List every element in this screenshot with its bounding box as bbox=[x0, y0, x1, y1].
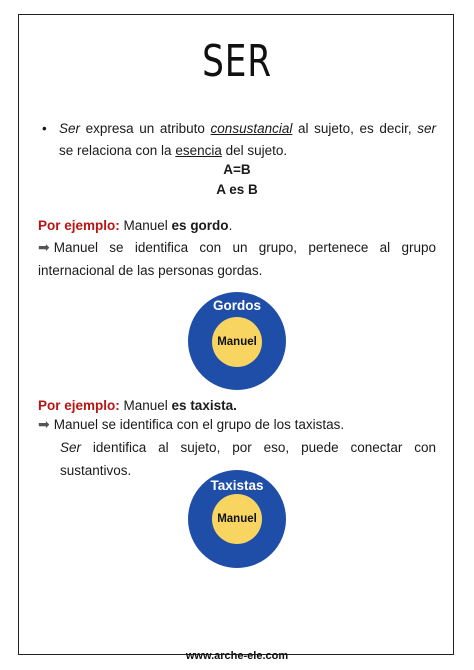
group-circle-gordos bbox=[188, 292, 286, 390]
ser-term: Ser bbox=[59, 121, 81, 136]
example-label: Por ejemplo: bbox=[38, 218, 120, 233]
example-label: Por ejemplo: bbox=[38, 398, 120, 413]
example-2-line-2: Ser identifica al sujeto, por eso, puede conectar con sustantivos. bbox=[60, 440, 436, 478]
bullet-dot-icon: • bbox=[42, 121, 47, 136]
example-1-heading: Por ejemplo: Manuel es gordo. bbox=[38, 218, 233, 233]
arrow-right-icon: ➡ bbox=[38, 416, 50, 432]
example-1-explanation: ➡ Manuel se identifica con un grupo, pertenece al grupo internacional de las personas gordas. bbox=[38, 239, 436, 278]
equation-a-es-b: A es B bbox=[216, 182, 258, 197]
example-2-explanation: ➡ Manuel se identifica con el grupo de los taxistas. Ser identifica al sujeto, por eso, puede conectar con sustantivos. bbox=[38, 413, 436, 482]
group-label: Gordos bbox=[212, 298, 261, 313]
group-label: Taxistas bbox=[210, 478, 264, 493]
group-circle-taxistas bbox=[188, 470, 286, 568]
definition-text: Ser expresa un atributo consustancial al sujeto, es decir, ser se relaciona con la esencia del sujeto. bbox=[59, 121, 437, 158]
consustancial-term: consustancial bbox=[210, 121, 293, 136]
example-1-bold: es gordo bbox=[171, 218, 229, 233]
equation-a-equals-b: A=B bbox=[223, 162, 251, 177]
example-2-bold: es taxista. bbox=[171, 398, 237, 413]
esencia-term: esencia bbox=[175, 143, 222, 158]
subject-circle: Manuel bbox=[212, 317, 262, 367]
arrow-right-icon: ➡ bbox=[38, 239, 50, 255]
example-2-heading: Por ejemplo: Manuel es taxista. bbox=[38, 398, 237, 413]
page-title: SER bbox=[202, 36, 272, 87]
definition-bullet bbox=[42, 118, 437, 162]
subject-circle: Manuel bbox=[212, 494, 262, 544]
footer-url: www.arche-ele.com bbox=[185, 650, 289, 662]
